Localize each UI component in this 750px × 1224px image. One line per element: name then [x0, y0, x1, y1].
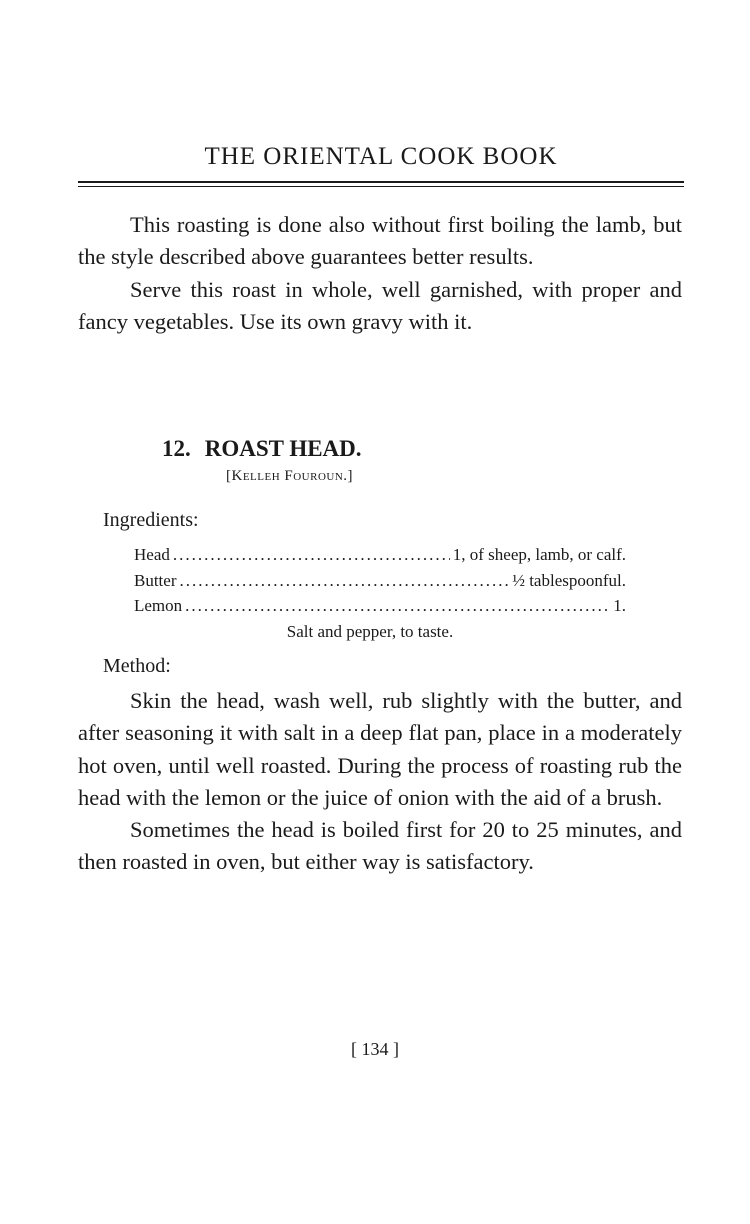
- ingredients-note: Salt and pepper, to taste.: [286, 621, 454, 641]
- header-rule-thick: [78, 181, 684, 183]
- method-text: [78, 685, 682, 879]
- ingredient-amount: 1, of sheep, lamb, or calf.: [452, 545, 626, 564]
- leader-dots: [173, 542, 450, 568]
- ingredient-row: [134, 568, 626, 594]
- ingredients-list: [134, 542, 626, 644]
- method-label: Method:: [103, 655, 171, 677]
- ingredient-name: Lemon: [134, 596, 183, 615]
- ingredients-label: Ingredients:: [103, 509, 199, 531]
- leader-dots: [180, 568, 510, 594]
- recipe-heading: [162, 436, 362, 462]
- header-rule-thin: [78, 186, 684, 187]
- recipe-subtitle: [Kelleh Fouroun.]: [226, 468, 354, 484]
- page-number: [ 134 ]: [351, 1039, 399, 1059]
- ingredient-name: Head: [134, 545, 170, 564]
- ingredient-row: [134, 593, 626, 619]
- recipe-title: ROAST HEAD.: [204, 436, 362, 461]
- ingredient-name: Butter: [134, 570, 177, 590]
- intro-paragraph: Serve this roast in whole, well garnished, with proper and fancy vegetables. Use its own gravy with it.: [78, 276, 682, 334]
- intro-text: [78, 209, 682, 338]
- leader-dots: [185, 593, 610, 619]
- ingredient-row: [134, 542, 626, 568]
- method-paragraph: Sometimes the head is boiled first for 20 to 25 minutes, and then roasted in oven, but either way is satisfactory.: [78, 817, 682, 875]
- recipe-number: 12.: [162, 436, 191, 461]
- intro-paragraph: This roasting is done also without first boiling the lamb, but the style described above guarantees better results.: [78, 212, 682, 270]
- ingredient-amount: 1.: [613, 596, 626, 615]
- ingredient-amount: ½ tablespoonful.: [512, 570, 626, 590]
- method-paragraph: Skin the head, wash well, rub slightly with the butter, and after seasoning it with salt in a deep flat pan, place in a moderately hot oven, until well roasted. During the process of roasting rub the head with the lemon or the juice of onion with the aid of a brush.: [78, 688, 682, 810]
- running-head: THE ORIENTAL COOK BOOK: [204, 143, 558, 170]
